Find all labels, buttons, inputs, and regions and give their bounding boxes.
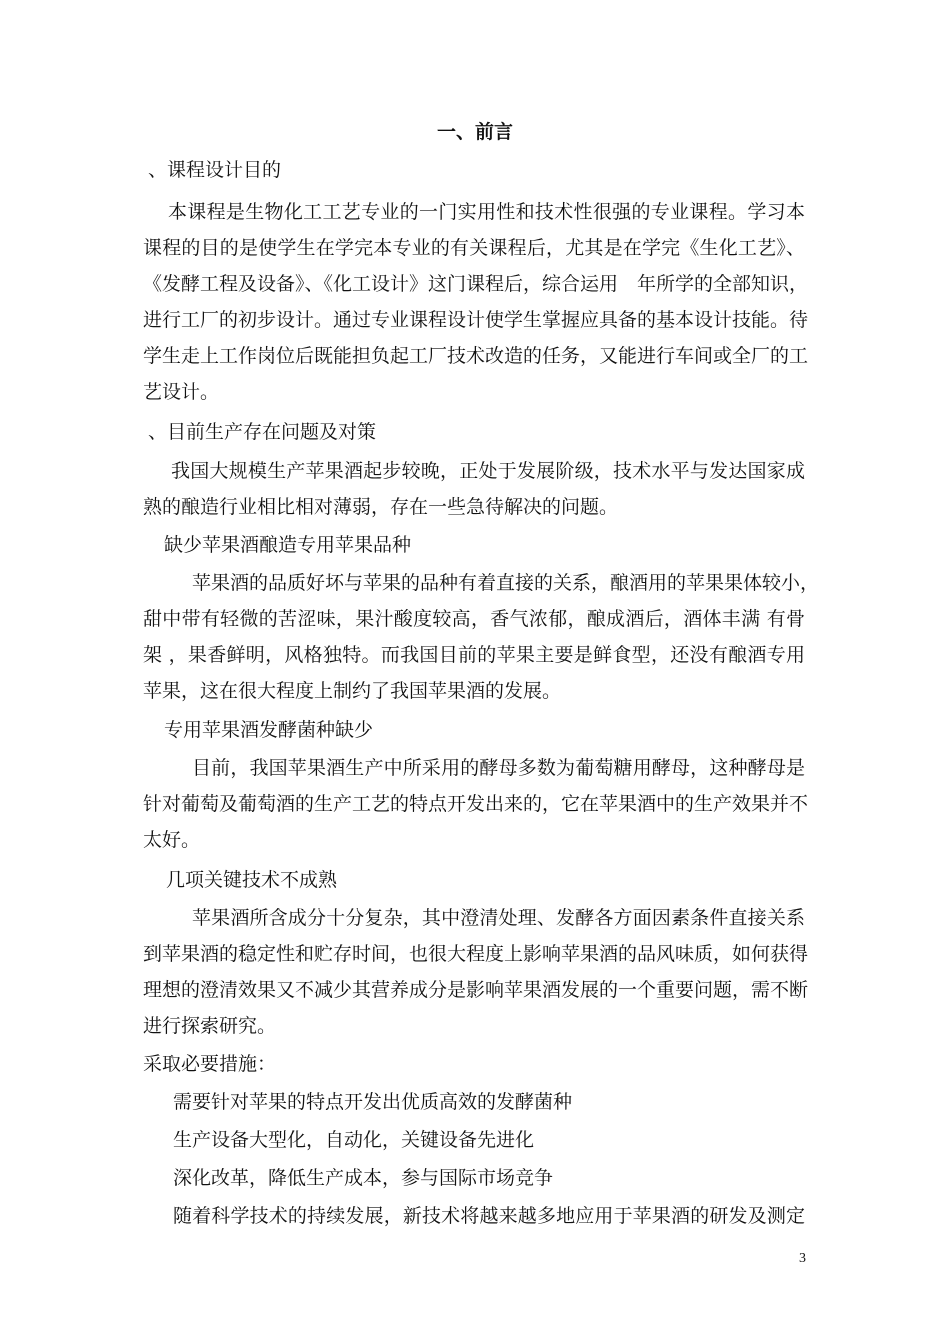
paragraph-line: 苹果酒所含成分十分复杂，其中澄清处理、发酵各方面因素条件直接关系 [192,907,805,929]
subheading-measures: 采取必要措施： [143,1053,277,1075]
page-number: 3 [799,1251,806,1266]
subheading-yeast-strain: 专用苹果酒发酵菌种缺少 [164,719,374,741]
subheading-key-technology: 几项关键技术不成熟 [166,869,338,891]
subheading-apple-variety: 缺少苹果酒酿造专用苹果品种 [164,534,412,556]
paragraph-line: 本课程是生物化工工艺专业的一门实用性和技术性很强的专业课程。学习本 [168,201,805,223]
paragraph-line: 到苹果酒的稳定性和贮存时间，也很大程度上影响苹果酒的品风味质，如何获得 [143,943,809,965]
paragraph-line: 目前，我国苹果酒生产中所采用的酵母多数为葡萄糖用酵母，这种酵母是 [192,757,805,779]
paragraph-line: 太好。 [143,829,201,851]
paragraph-line: 学生走上工作岗位后既能担负起工厂技术改造的任务，又能进行车间或全厂的工 [143,345,809,367]
subheading-current-problems: 、目前生产存在问题及对策 [148,421,377,443]
paragraph-line: 熟的酿造行业相比相对薄弱，存在一些急待解决的问题。 [143,496,619,518]
paragraph-line: 随着科学技术的持续发展，新技术将越来越多地应用于苹果酒的研发及测定 [173,1205,805,1227]
paragraph-line: 甜中带有轻微的苦涩味，果汁酸度较高，香气浓郁，酿成酒后，酒体丰满 有骨 [143,608,805,630]
paragraph-line: 艺设计。 [143,381,220,403]
paragraph-line: 《发酵工程及设备》、《化工设计》这门课程后，综合运用 年所学的全部知识， [143,273,809,295]
measure-item: 生产设备大型化，自动化，关键设备先进化 [173,1129,535,1151]
measure-item: 深化改革，降低生产成本，参与国际市场竞争 [173,1167,554,1189]
subheading-course-design-purpose: 、课程设计目的 [148,159,282,181]
paragraph-line: 苹果，这在很大程度上制约了我国苹果酒的发展。 [143,680,562,702]
paragraph-line: 理想的澄清效果又不减少其营养成分是影响苹果酒发展的一个重要问题，需不断 [143,979,809,1001]
paragraph-line: 架 ，果香鲜明，风格独特。而我国目前的苹果主要是鲜食型，还没有酿酒专用 [143,644,805,666]
paragraph-line: 针对葡萄及葡萄酒的生产工艺的特点开发出来的，它在苹果酒中的生产效果并不 [143,793,809,815]
paragraph-line: 进行工厂的初步设计。通过专业课程设计使学生掌握应具备的基本设计技能。待 [143,309,809,331]
paragraph-line: 苹果酒的品质好坏与苹果的品种有着直接的关系，酿酒用的苹果果体较小， [192,572,820,594]
paragraph-line: 我国大规模生产苹果酒起步较晚，正处于发展阶级，技术水平与发达国家成 [171,460,805,482]
section-title: 一、前言 [436,121,513,143]
paragraph-line: 进行探索研究。 [143,1015,277,1037]
paragraph-line: 课程的目的是使学生在学完本专业的有关课程后，尤其是在学完《生化工艺》、 [143,237,805,259]
measure-item: 需要针对苹果的特点开发出优质高效的发酵菌种 [173,1091,573,1113]
